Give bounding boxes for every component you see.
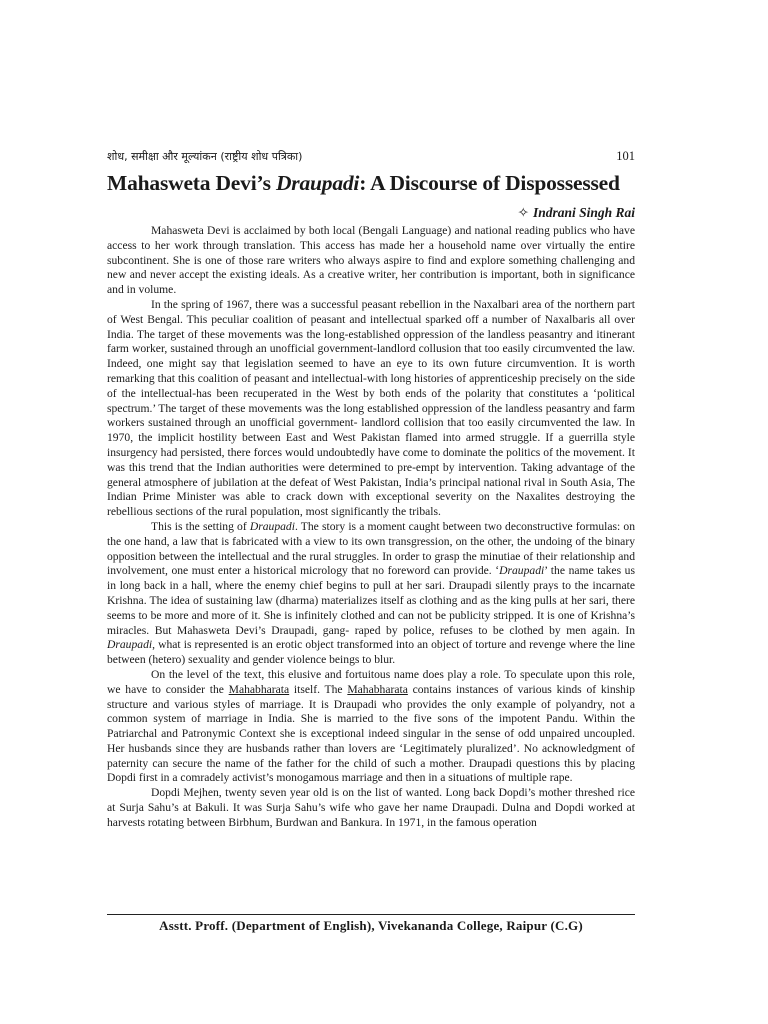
footer-rule <box>107 914 635 915</box>
paragraph-4 <box>107 668 635 786</box>
p3-italic-3: Draupadi <box>107 638 153 652</box>
p3-italic-2: Draupadi <box>499 564 545 578</box>
p4-text-c: contains instances of various kinds of kinship structure and various styles of marriage. It is Draupadi who provides the only example of polyandry, not a common system of marriage in India. She is married to the five sons of the impotent Pandu. Within the Patriarchal and Patronymic Context she is exceptional indeed singular in the sense of odd unpaired uncoupled. Her husbands since they are husbands rather than lovers are ‘Legitimately pluralized’. No acknowledgment of paternity can secure the name of the father for the child of such a mother. Draupadi questions this by placing Dopdi first in a comradely activist’s monogamous marriage and then in a situations of multiple rape. <box>107 682 636 785</box>
paragraph-3 <box>107 520 635 668</box>
author-star-icon: ✧ <box>517 205 529 220</box>
article-body <box>107 224 635 831</box>
title-part-1: Mahasweta Devi’s <box>107 171 276 195</box>
p4-text-b: itself. The <box>289 682 348 696</box>
title-italic: Draupadi <box>275 171 360 195</box>
p4-underline-2: Mahabharata <box>347 682 408 696</box>
page-number: 101 <box>616 149 635 163</box>
p3-text-a: This is the setting of <box>151 519 250 533</box>
p3-italic-1: Draupadi <box>249 519 295 533</box>
paragraph-1: Mahasweta Devi is acclaimed by both local (Bengali Language) and national reading publics who have access to her work through translation. This access has made her a household name over virtually the entire subcontinent. She is one of those rare writers who always aspire to find and explore something challenging and new and never accept the existing ideals. As a creative writer, her contribution is important, both in significance and in volume. <box>107 224 635 297</box>
footer-affiliation: Asstt. Proff. (Department of English), Vivekananda College, Raipur (C.G) <box>159 918 583 933</box>
p4-underline-1: Mahabharata <box>228 682 290 696</box>
author-line <box>518 205 635 221</box>
journal-name: शोध, समीक्षा और मूल्यांकन (राष्ट्रीय शोध पत्रिका) <box>107 150 303 163</box>
author-name: Indrani Singh Rai <box>532 205 635 220</box>
p4-text-a: On the level of the text, this elusive and fortuitous name does play a role. To speculate upon this role, we have to consider the <box>107 667 635 696</box>
running-head <box>107 149 635 164</box>
article-title <box>107 171 647 196</box>
paragraph-5: Dopdi Mejhen, twenty seven year old is on the list of wanted. Long back Dopdi’s mother threshed rice at Surja Sahu’s at Bakuli. It was Surja Sahu’s wife who gave her name Draupadi. Dulna and Dopdi worked at harvests rotating between Birbhum, Burdwan and Bankura. In 1971, in the famous operation <box>107 786 635 829</box>
p3-text-c: ’ the name takes us in long back in a hall, where the enemy chief begins to pull at her sari. Draupadi silently prays to the incarnate Krishna. The idea of sustaining law (dharma) materializes itself as clothing and as the king pulls at her sari, there seems to be more and more of it. She is infinitely clothed and can not be publicity stripped. It is one of Krishna’s miracles. But Mahasweta Devi’s Draupadi, gang- raped by police, refuses to be clothed by men again. In <box>107 564 635 637</box>
p3-text-b: . The story is a moment caught between two deconstructive formulas: on the one hand, a law that is fabricated with a view to its own transgression, on the other, the undoing of the binary opposition between the intellectual and the rural struggles. In order to grasp the minutiae of their relationship and involvement, one must enter a historical micrology that no foreword can provide. ‘ <box>107 519 635 578</box>
title-part-2: : A Discourse of Dispossessed <box>359 171 620 195</box>
paragraph-2: In the spring of 1967, there was a successful peasant rebellion in the Naxalbari area of the northern part of West Bengal. This peculiar coalition of peasant and intellectual sparked off a number of Naxalbaris all over India. The target of these movements was the long-established oppression of the landless peasantry and itinerant farm worker, sustained through an unofficial government-landlord collusion that too easily circumvented the law. Indeed, one might say that legislation seemed to have an eye to its own future circumvention. It is worth remarking that this coalition of peasant and intellectual-with long histories of apprenticeship precisely on the side of the intellectual-has been recuperated in the West by both ends of the polarity that constitutes a ‘political spectrum.’ The target of these movements was the long established oppression of the landless peasantry and farm workers sustained through an unofficial government- landlord collision that too easily circumvented the law. In 1970, the implicit hostility between East and West Pakistan flamed into armed struggle. If a guerrilla style insurgency had persisted, there forces would undoubtedly have come to dominate the politics of the movement. It was this trend that the Indian authorities were determined to pre-empt by intervention. Taking advantage of the general atmosphere of jubilation at the defeat of West Pakistan, India’s principal national rival in South Asia, The Indian Prime Minister was able to crack down with exceptional severity on the Naxalites destroying the rebellious sections of the rural population, most significantly the tribals. <box>107 297 635 519</box>
p3-text-d: , what is represented is an erotic object transformed into an object of torture and revenge where the line between (hetero) sexuality and gender violence beings to blur. <box>107 638 635 667</box>
